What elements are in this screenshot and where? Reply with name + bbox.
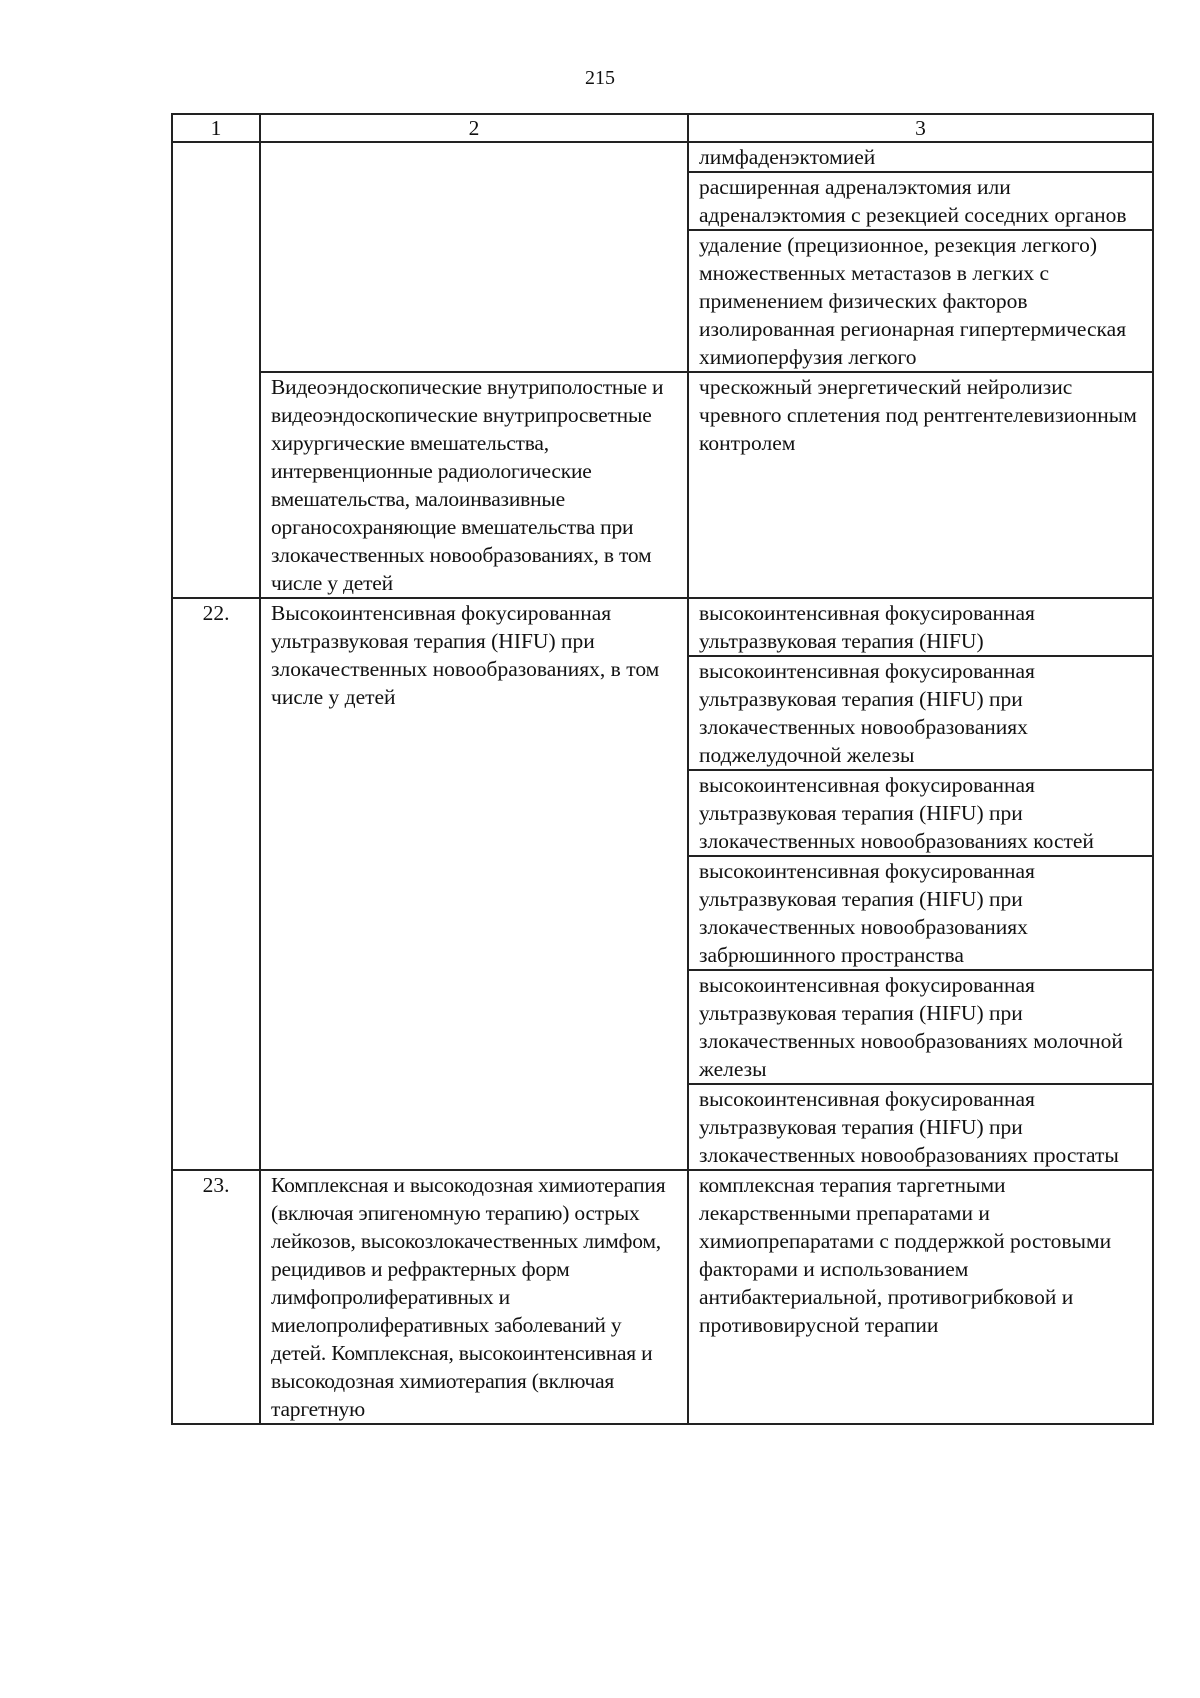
cell-col3: чрескожный энергетический нейролизис чревного сплетения под рентгентелевизионным контролем bbox=[688, 372, 1153, 598]
cell-col2-video: Видеоэндоскопические внутриполостные и видеоэндоскопические внутрипросветные хирургические вмешательства, интервенционные радиологические вмешательства, малоинвазивные органосохраняющие вмешательства при злокачественных новообразованиях, в том числе у детей bbox=[260, 372, 688, 598]
cell-col3: высокоинтенсивная фокусированная ультразвуковая терапия (HIFU) bbox=[688, 598, 1153, 656]
cell-col2-continuation bbox=[260, 142, 688, 372]
cell-col3: высокоинтенсивная фокусированная ультразвуковая терапия (HIFU) при злокачественных новообразованиях костей bbox=[688, 770, 1153, 856]
cell-col3: высокоинтенсивная фокусированная ультразвуковая терапия (HIFU) при злокачественных новообразованиях забрюшинного пространства bbox=[688, 856, 1153, 970]
table-row bbox=[172, 1170, 1153, 1424]
cell-col3: высокоинтенсивная фокусированная ультразвуковая терапия (HIFU) при злокачественных новообразованиях поджелудочной железы bbox=[688, 656, 1153, 770]
cell-col3: высокоинтенсивная фокусированная ультразвуковая терапия (HIFU) при злокачественных новообразованиях простаты bbox=[688, 1084, 1153, 1170]
header-col-1: 1 bbox=[172, 114, 260, 142]
procedures-table bbox=[171, 113, 1154, 1425]
cell-col3: комплексная терапия таргетными лекарственными препаратами и химиопрепаратами с поддержкой ростовыми факторами и использованием антибактериальной, противогрибковой и противовирусной терапии bbox=[688, 1170, 1153, 1424]
cell-col3: расширенная адреналэктомия или адреналэктомия с резекцией соседних органов bbox=[688, 172, 1153, 230]
cell-col3: удаление (прецизионное, резекция легкого) множественных метастазов в легких с применением физических факторов изолированная регионарная гипертермическая химиоперфузия легкого bbox=[688, 230, 1153, 372]
header-col-2: 2 bbox=[260, 114, 688, 142]
cell-col3: лимфаденэктомией bbox=[688, 142, 1153, 172]
page-number: 215 bbox=[585, 67, 615, 89]
cell-col2-22: Высокоинтенсивная фокусированная ультразвуковая терапия (HIFU) при злокачественных новообразованиях, в том числе у детей bbox=[260, 598, 688, 1170]
cell-col2-23: Комплексная и высокодозная химиотерапия (включая эпигеномную терапию) острых лейкозов, высокозлокачественных лимфом, рецидивов и рефрактерных форм лимфопролиферативных и миелопролиферативных заболеваний у детей. Комплексная, высокоинтенсивная и высокодозная химиотерапия (включая таргетную bbox=[260, 1170, 688, 1424]
cell-num-22: 22. bbox=[172, 598, 260, 1170]
table-row bbox=[172, 372, 1153, 598]
header-col-3: 3 bbox=[688, 114, 1153, 142]
table-row bbox=[172, 598, 1153, 656]
cell-num-continuation bbox=[172, 142, 260, 598]
cell-num-23: 23. bbox=[172, 1170, 260, 1424]
cell-col3: высокоинтенсивная фокусированная ультразвуковая терапия (HIFU) при злокачественных новообразованиях молочной железы bbox=[688, 970, 1153, 1084]
table-row bbox=[172, 142, 1153, 172]
table-header-row bbox=[172, 114, 1153, 142]
